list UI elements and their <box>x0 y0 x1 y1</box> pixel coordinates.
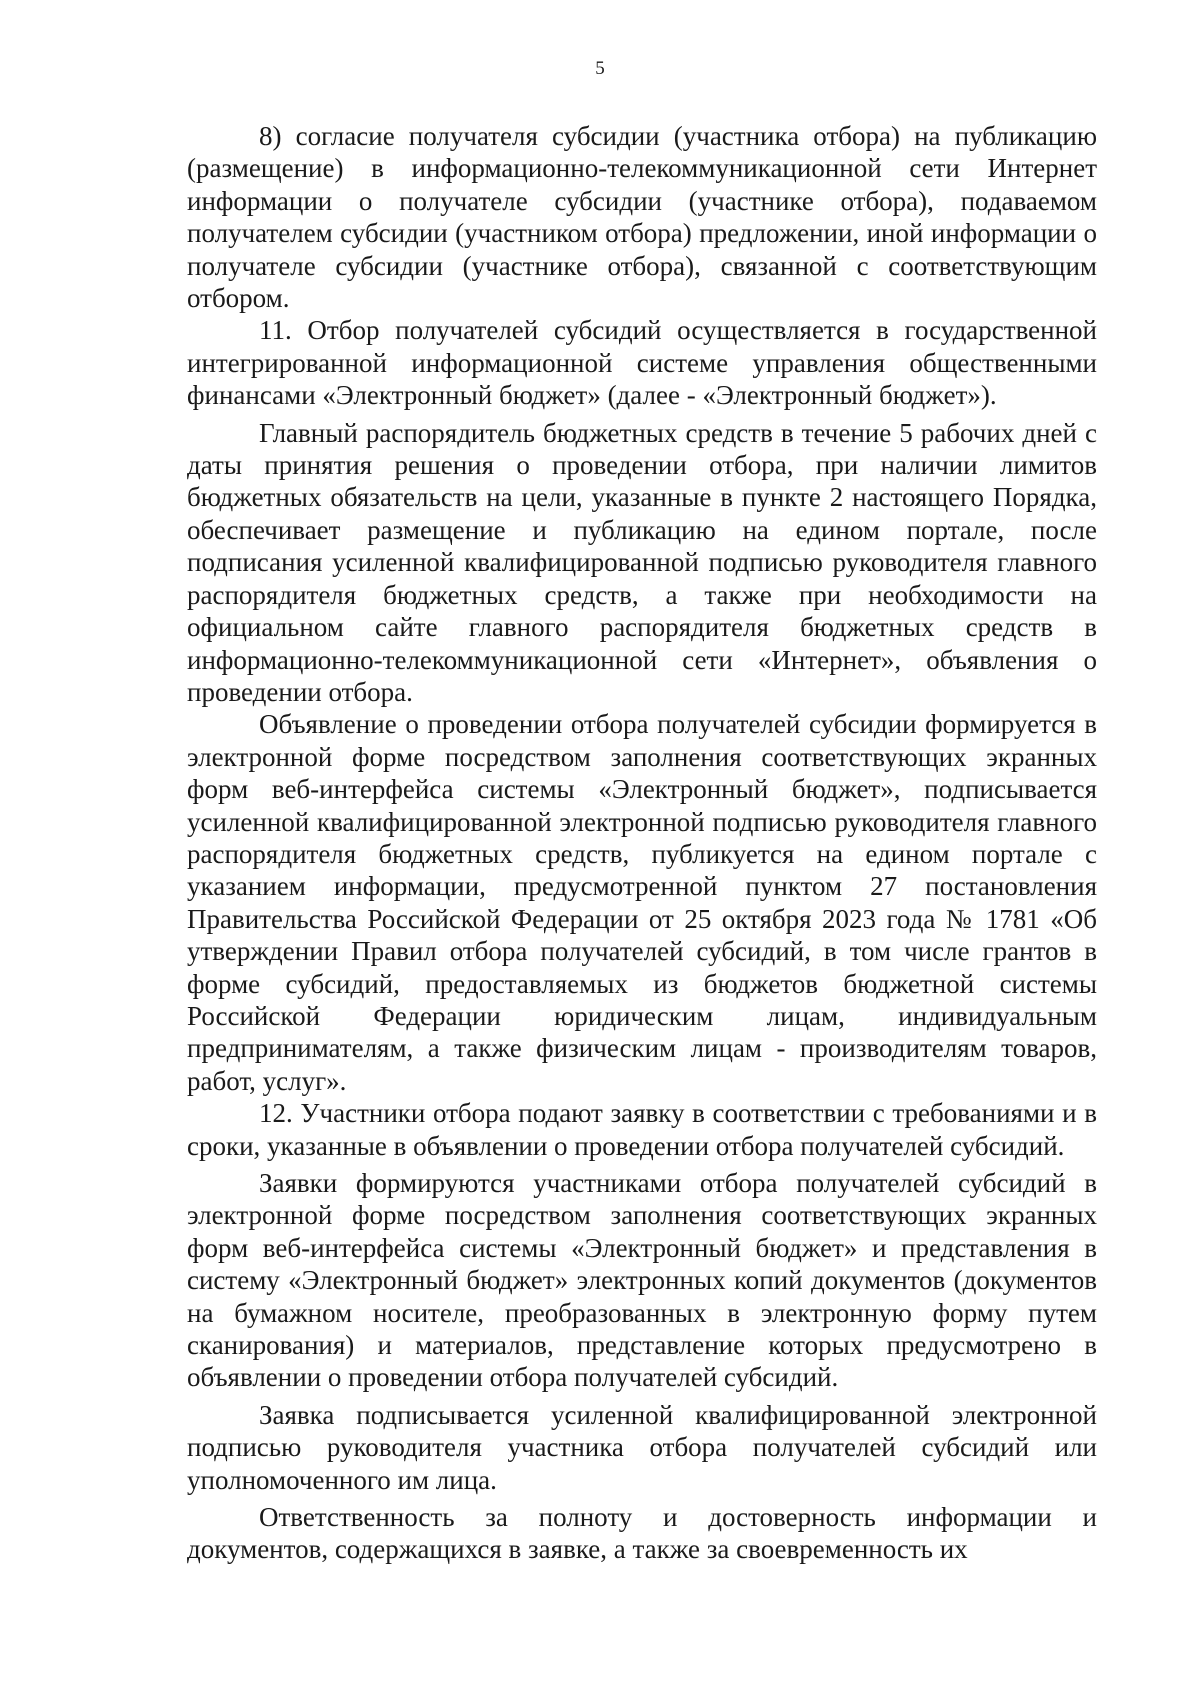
paragraph-announcement: Объявление о проведении отбора получателей субсидии формируется в электронной форме посредством заполнения соответствующих экранных форм веб-интерфейса системы «Электронный бюджет», подписывается усиленной квалифицированной электронной подписью руководителя главного распорядителя бюджетных средств, публикуется на едином портале с указанием информации, предусмотренной пунктом 27 постановления Правительства Российской Федерации от 25 октября 2023 года № 1781 «Об утверждении Правил отбора получателей субсидий, в том числе грантов в форме субсидий, предоставляемых из бюджетов бюджетной системы Российской Федерации юридическим лицам, индивидуальным предпринимателям, а также физическим лицам - производителям товаров, работ, услуг». <box>187 709 1097 1096</box>
page-number: 5 <box>595 58 605 79</box>
paragraph-consent-publication: 8) согласие получателя субсидии (участника отбора) на публикацию (размещение) в информационно-телекоммуникационной сети Интернет информации о получателе субсидии (участнике отбора), подаваемом получателем субсидии (участником отбора) предложении, иной информации о получателе субсидии (участнике отбора), связанной с соответствующим отбором. <box>187 121 1097 314</box>
paragraph-section-11: 11. Отбор получателей субсидий осуществляется в государственной интегрированной информационной системе управления общественными финансами «Электронный бюджет» (далее - «Электронный бюджет»). <box>187 315 1097 411</box>
paragraph-responsibility: Ответственность за полноту и достоверность информации и документов, содержащихся в заявке, а также за своевременность их <box>187 1502 1097 1565</box>
paragraph-main-administrator: Главный распорядитель бюджетных средств в течение 5 рабочих дней с даты принятия решения о проведении отбора, при наличии лимитов бюджетных обязательств на цели, указанные в пункте 2 настоящего Порядка, обеспечивает размещение и публикацию на едином портале, после подписания усиленной квалифицированной подписью руководителя главного распорядителя бюджетных средств, а также при необходимости на официальном сайте главного распорядителя бюджетных средств в информационно-телекоммуникационной сети «Интернет», объявления о проведении отбора. <box>187 417 1097 707</box>
paragraph-application-signed: Заявка подписывается усиленной квалифицированной электронной подписью руководителя участника отбора получателей субсидий или уполномоченного им лица. <box>187 1399 1097 1495</box>
paragraph-section-12: 12. Участники отбора подают заявку в соответствии с требованиями и в сроки, указанные в объявлении о проведении отбора получателей субсидий. <box>187 1098 1097 1161</box>
document-body <box>187 120 1097 1566</box>
paragraph-applications-formed: Заявки формируются участниками отбора получателей субсидий в электронной форме посредством заполнения соответствующих экранных форм веб-интерфейса системы «Электронный бюджет» и представления в систему «Электронный бюджет» электронных копий документов (документов на бумажном носителе, преобразованных в электронную форму путем сканирования) и материалов, представление которых предусмотрено в объявлении о проведении отбора получателей субсидий. <box>187 1168 1097 1393</box>
